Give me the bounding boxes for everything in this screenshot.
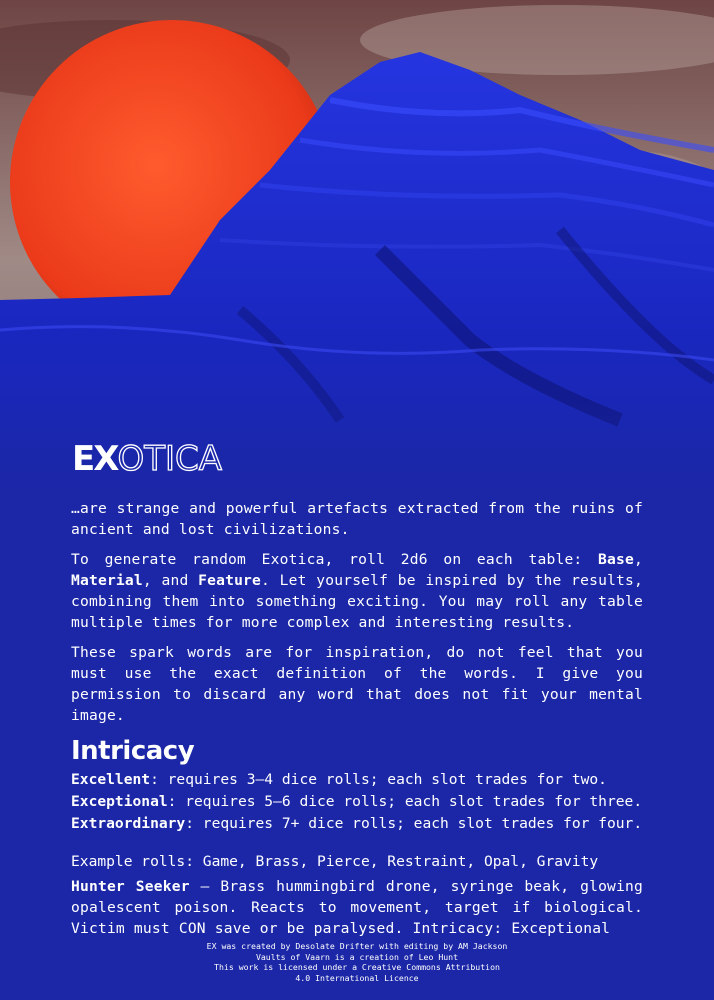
footer-line-3: This work is licensed under a Creative Commons Attribution bbox=[214, 962, 500, 973]
base-keyword: Base bbox=[598, 551, 634, 568]
intricacy-level-extraordinary: Extraordinary: requires 7+ dice rolls; each slot trades for four. bbox=[71, 815, 643, 832]
feature-keyword: Feature bbox=[198, 572, 262, 589]
material-keyword: Material bbox=[71, 572, 143, 589]
footer-line-4: 4.0 International Licence bbox=[295, 972, 419, 983]
example-rolls: Example rolls: Game, Brass, Pierce, Restraint, Opal, Gravity bbox=[71, 853, 599, 870]
exotica-logo bbox=[72, 441, 222, 477]
logo-outline-part: OTICA bbox=[117, 439, 223, 479]
example-item-description: – Brass hummingbird drone, syringe beak, glowing opalescent poison. Reacts to movement, target if biological. Victim must CON save or be paralysed. Intricacy: Exceptional bbox=[71, 878, 643, 937]
example-item-name: Hunter Seeker bbox=[71, 878, 190, 895]
intricacy-list bbox=[71, 769, 643, 835]
intro-paragraph-1: …are strange and powerful artefacts extracted from the ruins of ancient and lost civilizations. bbox=[71, 500, 643, 538]
main-content bbox=[71, 498, 643, 948]
example-item bbox=[71, 876, 643, 939]
footer-line-1: EX was created by Desolate Drifter with editing by AM Jackson bbox=[206, 941, 508, 951]
footer-line-2: Vaults of Vaarn is a creation of Leo Hunt bbox=[255, 951, 459, 962]
intro-paragraph-2: To generate random Exotica, roll 2d6 on each table: Base, Material, and Feature. Let yourself be inspired by the results, combining them into something exciting. You may roll any table multiple times for more complex and interesting results. bbox=[71, 551, 644, 631]
logo-bold-part: EX bbox=[72, 439, 118, 479]
intricacy-level-excellent: Excellent: requires 3–4 dice rolls; each slot trades for two. bbox=[71, 771, 607, 788]
intricacy-level-exceptional: Exceptional: requires 5–6 dice rolls; each slot trades for three. bbox=[71, 793, 643, 810]
intro-paragraph-3: These spark words are for inspiration, do not feel that you must use the exact definition of the words. I give you permission to discard any word that does not fit your mental image. bbox=[71, 644, 643, 724]
credits-footer bbox=[0, 941, 714, 983]
intricacy-heading: Intricacy bbox=[71, 736, 195, 766]
